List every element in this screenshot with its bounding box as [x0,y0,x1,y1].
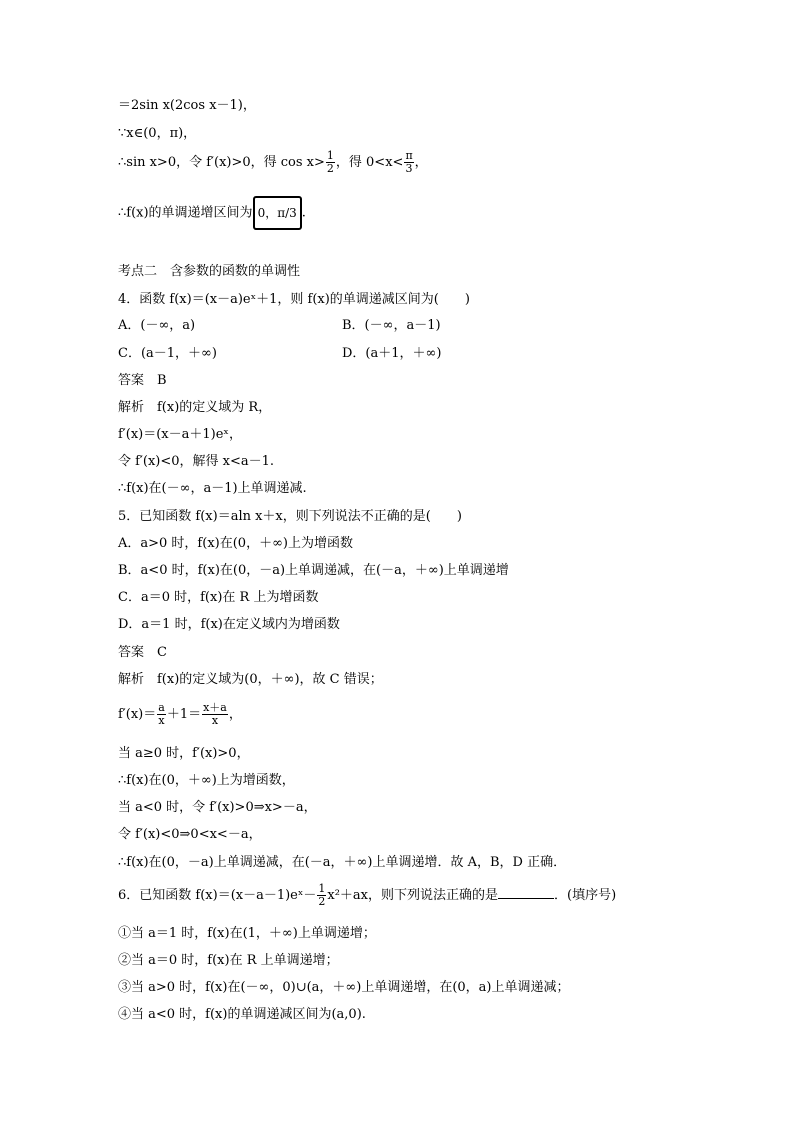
solution-5-line-3: 当 a≥0 时，f′(x)>0， [118,746,250,761]
fraction-denominator: 2 [326,162,334,175]
solution-5-line-4: ∴f(x)在(0，＋∞)上为增函数， [118,773,295,788]
line-1: ＝2sin x(2cos x－1)， [118,98,256,113]
answer-blank [498,886,554,899]
solution-5-line-2 [118,702,242,727]
question-5: 5．已知函数 f(x)＝aln x＋x，则下列说法不正确的是( ) [118,509,462,524]
derivative-text-c: ， [228,707,242,722]
solution-5-line-7: ∴f(x)在(0，－a)上单调递减，在(－a，＋∞)上单调递增．故 A，B，D 正确． [118,855,567,870]
fraction-numerator: 1 [318,882,326,895]
fraction-numerator: x＋a [203,701,227,714]
question-4: 4．函数 f(x)＝(x－a)eˣ＋1，则 f(x)的单调递减区间为( ) [118,292,470,307]
option-4: ④当 a<0 时，f(x)的单调递减区间为(a,0). [118,1007,366,1022]
fraction-numerator: π [405,149,413,162]
line-3-text-a: ∴sin x>0，令 f′(x)>0，得 cos x> [118,155,325,170]
solution-5-line-1: 解析 f(x)的定义域为(0，＋∞)，故 C 错误； [118,672,383,687]
line-4 [118,196,306,230]
line-2: ∵x∈(0，π)， [118,126,197,141]
solution-4-line-2: f′(x)＝(x－a＋1)eˣ， [118,427,242,442]
fraction-pi-third [404,150,413,175]
fraction-numerator: a [158,701,165,714]
answer-5: 答案 C [118,645,167,660]
question-6-text-c: ．(填序号) [554,888,617,903]
fraction-denominator: 2 [318,895,326,908]
fraction-denominator: x [211,714,219,727]
question-4-option-a: A．(－∞，a) [118,318,196,333]
line-3 [118,150,428,175]
fraction-denominator: x [158,714,165,727]
question-6 [118,883,616,908]
question-4-option-d: D．(a＋1，＋∞) [342,346,442,361]
question-5-option-a: A．a>0 时，f(x)在(0，＋∞)上为增函数 [118,536,353,551]
fraction-a-over-x [157,702,166,727]
option-1: ①当 a＝1 时，f(x)在(1，＋∞)上单调递增； [118,926,376,941]
fraction-x-plus-a-over-x [202,702,228,727]
question-4-option-b: B．(－∞，a－1) [342,318,441,333]
fraction-one-half [326,150,335,175]
question-5-option-b: B．a<0 时，f(x)在(0，－a)上单调递减，在(－a，＋∞)上单调递增 [118,563,509,578]
fraction-denominator: 3 [405,162,413,175]
question-5-option-d: D．a＝1 时，f(x)在定义域内为增函数 [118,617,340,632]
option-2: ②当 a＝0 时，f(x)在 R 上单调递增； [118,953,339,968]
answer-4: 答案 B [118,373,167,388]
question-4-option-c: C．(a－1，＋∞) [118,346,217,361]
solution-5-line-5: 当 a<0 时，令 f′(x)>0⇒x>－a， [118,800,317,815]
section-heading: 考点二 含参数的函数的单调性 [118,264,301,279]
question-6-text-a: 6．已知函数 f(x)＝(x－a－1)eˣ－ [118,888,317,903]
interval-bracket: 0，π/3 [253,196,302,230]
line-4-text: ∴f(x)的单调递增区间为 [118,205,253,221]
fraction-numerator: 1 [326,149,334,162]
line-3-comma: ， [414,155,428,170]
derivative-text-b: ＋1＝ [166,707,202,722]
question-6-text-b: x²＋ax，则下列说法正确的是 [327,888,499,903]
option-3: ③当 a>0 时，f(x)在(－∞，0)∪(a，＋∞)上单调递增，在(0，a)上单调递减； [118,980,570,995]
question-5-option-c: C．a＝0 时，f(x)在 R 上为增函数 [118,590,319,605]
solution-4-line-3: 令 f′(x)<0，解得 x<a－1. [118,454,275,469]
line-4-period: . [301,205,306,221]
solution-4-line-1: 解析 f(x)的定义域为 R， [118,400,272,415]
fraction-one-half-q6 [317,883,326,908]
solution-4-line-4: ∴f(x)在(－∞，a－1)上单调递减. [118,481,307,496]
line-3-text-b: ，得 0<x< [335,155,404,170]
derivative-text-a: f′(x)＝ [118,707,157,722]
solution-5-line-6: 令 f′(x)<0⇒0<x<－a， [118,827,262,842]
